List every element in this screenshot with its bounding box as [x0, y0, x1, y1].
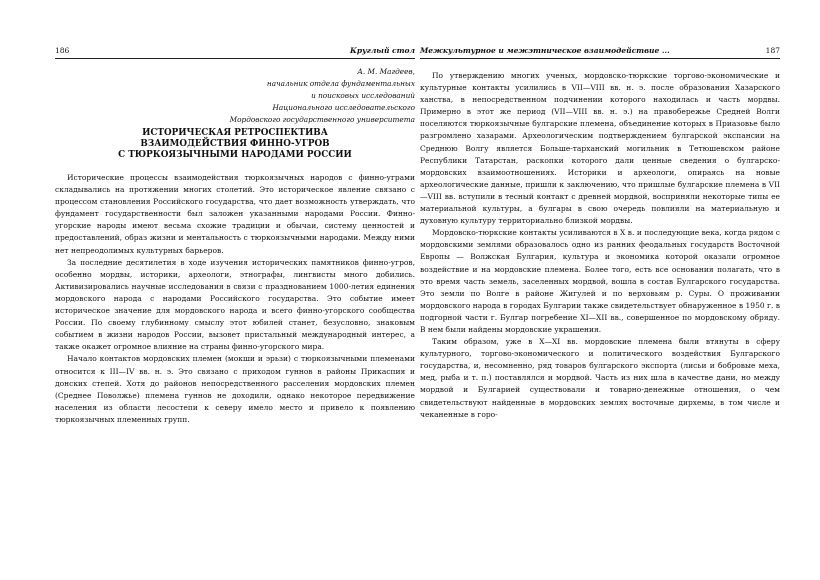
right-page-header	[420, 44, 780, 59]
author-name: А. М. Магдеев,	[357, 67, 415, 76]
article-title	[55, 128, 415, 161]
left-page	[55, 0, 415, 580]
left-page-header	[55, 44, 415, 59]
paragraph: За последние десятилетия в ходе изучения исторических памятников финно-угров, особенно мордвы, историки, археологи, этнографы, лингвисты много добились. Активизировались научные исследования в связи с празднованием 1000-летия единения мордовского народа с народами Российского государства. Это событие имеет историческое значение для мордовского народа и всего финно-угорского сообщества России. По своему глубинному смыслу этот юбилей станет, безусловно, знаковым событием в жизни народов России, вызовет пристальный международный интерес, а также окажет огромное влияние на страны финно-угорского мира.	[55, 257, 415, 352]
right-body-text	[420, 70, 780, 421]
right-page-number: 187	[765, 46, 780, 55]
author-affiliation-line: Мордовского государственного университета	[229, 115, 415, 125]
right-running-title: Межкультурное и межэтническое взаимодействие ...	[420, 46, 670, 55]
article-title-line: ВЗАИМОДЕЙСТВИЯ ФИННО-УГРОВ	[140, 139, 330, 149]
author-affiliation-line: Национального исследовательского	[272, 103, 415, 113]
paragraph: Исторические процессы взаимодействия тюркоязычных народов с финно-уграми складывались на протяжении многих столетий. Это историческое явление связано с процессом становления Российского государства, что дает возможность утверждать, что фундамент государственности был заложен указанными народами России. Финно-угорские народы имеют весьма схожие традиции и обычаи, систему ценностей и предоставлений, образ жизни и ментальность с тюркоязычными народами. Между ними нет непреодолимых культурных барьеров.	[55, 173, 415, 255]
left-running-title: Круглый стол	[350, 46, 415, 55]
paragraph: Начало контактов мордовских племен (мокши и эрьзи) с тюркоязычными племенами относится к III—IV вв. н. э. Это связано с приходом гуннов в районы Прикаспия и донских степей. Хотя до районов непосредственного расселения мордовских племен (Среднее Поволжье) племена гуннов не доходили, однако некоторое передвижение населения из области лесостепи к северу имело место и привело к появлению тюркоязычных племенных групп.	[55, 354, 415, 424]
left-body-text	[55, 172, 415, 426]
paragraph: По утверждению многих ученых, мордовско-тюркские торгово-экономические и культурные контакты усилились в VII—VIII вв. н. э. после образования Хазарского ханства, в непосредственном подчинении которого находилась и часть мордвы. Примерно в этот же период (VII—VIII вв. н. э.) на правобережье Средней Волги поселяются тюркоязычные булгарские племена, объединение которых в Приазовье было разгромлено хазарами. Археологическим подтверждением булгарской экспансии на Среднюю Волгу является Больше-тарханский могильник в Тетюшевском районе Республики Татарстан, раскопки которого дали ценные сведения о булгарско-мордовских взаимоотношениях. Историки и археологи, опираясь на новые археологические данные, пришли к заключению, что пришлые булгарские племена в VII—VIII вв. вступили в тесный контакт с древней мордвой, восприняли некоторые типы ее материальной культуры, а булгары в свою очередь повлияли на материальную и духовную культуру территориально близкой мордвы.	[420, 71, 780, 226]
author-affiliation-line: и поисковых исследований	[311, 91, 415, 101]
paragraph: Мордовско-тюркские контакты усиливаются в X в. и последующие века, когда рядом с мордовскими землями образовалось одно из ранних феодальных государств Восточной Европы — Волжская Булгария, культура и экономика которой оказали огромное воздействие и на мордовские племена. Более того, есть все основания полагать, что в это время часть земель, заселенных мордвой, вошла в состав Булгарского государства. Это земли по Волге в районе Жигулей и по верховьям р. Суры. О проживании мордовского народа в городах Булгарии также свидетельствует обнаруженное в 1950 г. в подгорной части г. Булгар погребение XI—XII вв., совершенное по мордовскому обряду. В нем были найдены мордовские украшения.	[420, 228, 780, 334]
paragraph: Таким образом, уже в X—XI вв. мордовские племена были втянуты в сферу культурного, торгово-экономического и политического воздействия Булгарского государства, и, несомненно, ряд товаров булгарского экспорта (лисьи и бобровые меха, мед, рыба и т. п.) поставлялся и мордвой. Часть из них шла в качестве дани, но между мордвой и Булгарией существовали и товарно-денежные отношения, о чем свидетельствуют найденные в мордовских землях восточные дирхемы, в том числе и чеканенные в горо-	[420, 337, 780, 419]
article-title-line: ИСТОРИЧЕСКАЯ РЕТРОСПЕКТИВА	[142, 128, 328, 138]
left-page-number: 186	[55, 46, 70, 55]
author-affiliation-line: начальник отдела фундаментальных	[266, 79, 415, 89]
author-block	[230, 66, 415, 126]
right-page	[420, 0, 780, 580]
article-title-line: С ТЮРКОЯЗЫЧНЫМИ НАРОДАМИ РОССИИ	[118, 150, 352, 160]
